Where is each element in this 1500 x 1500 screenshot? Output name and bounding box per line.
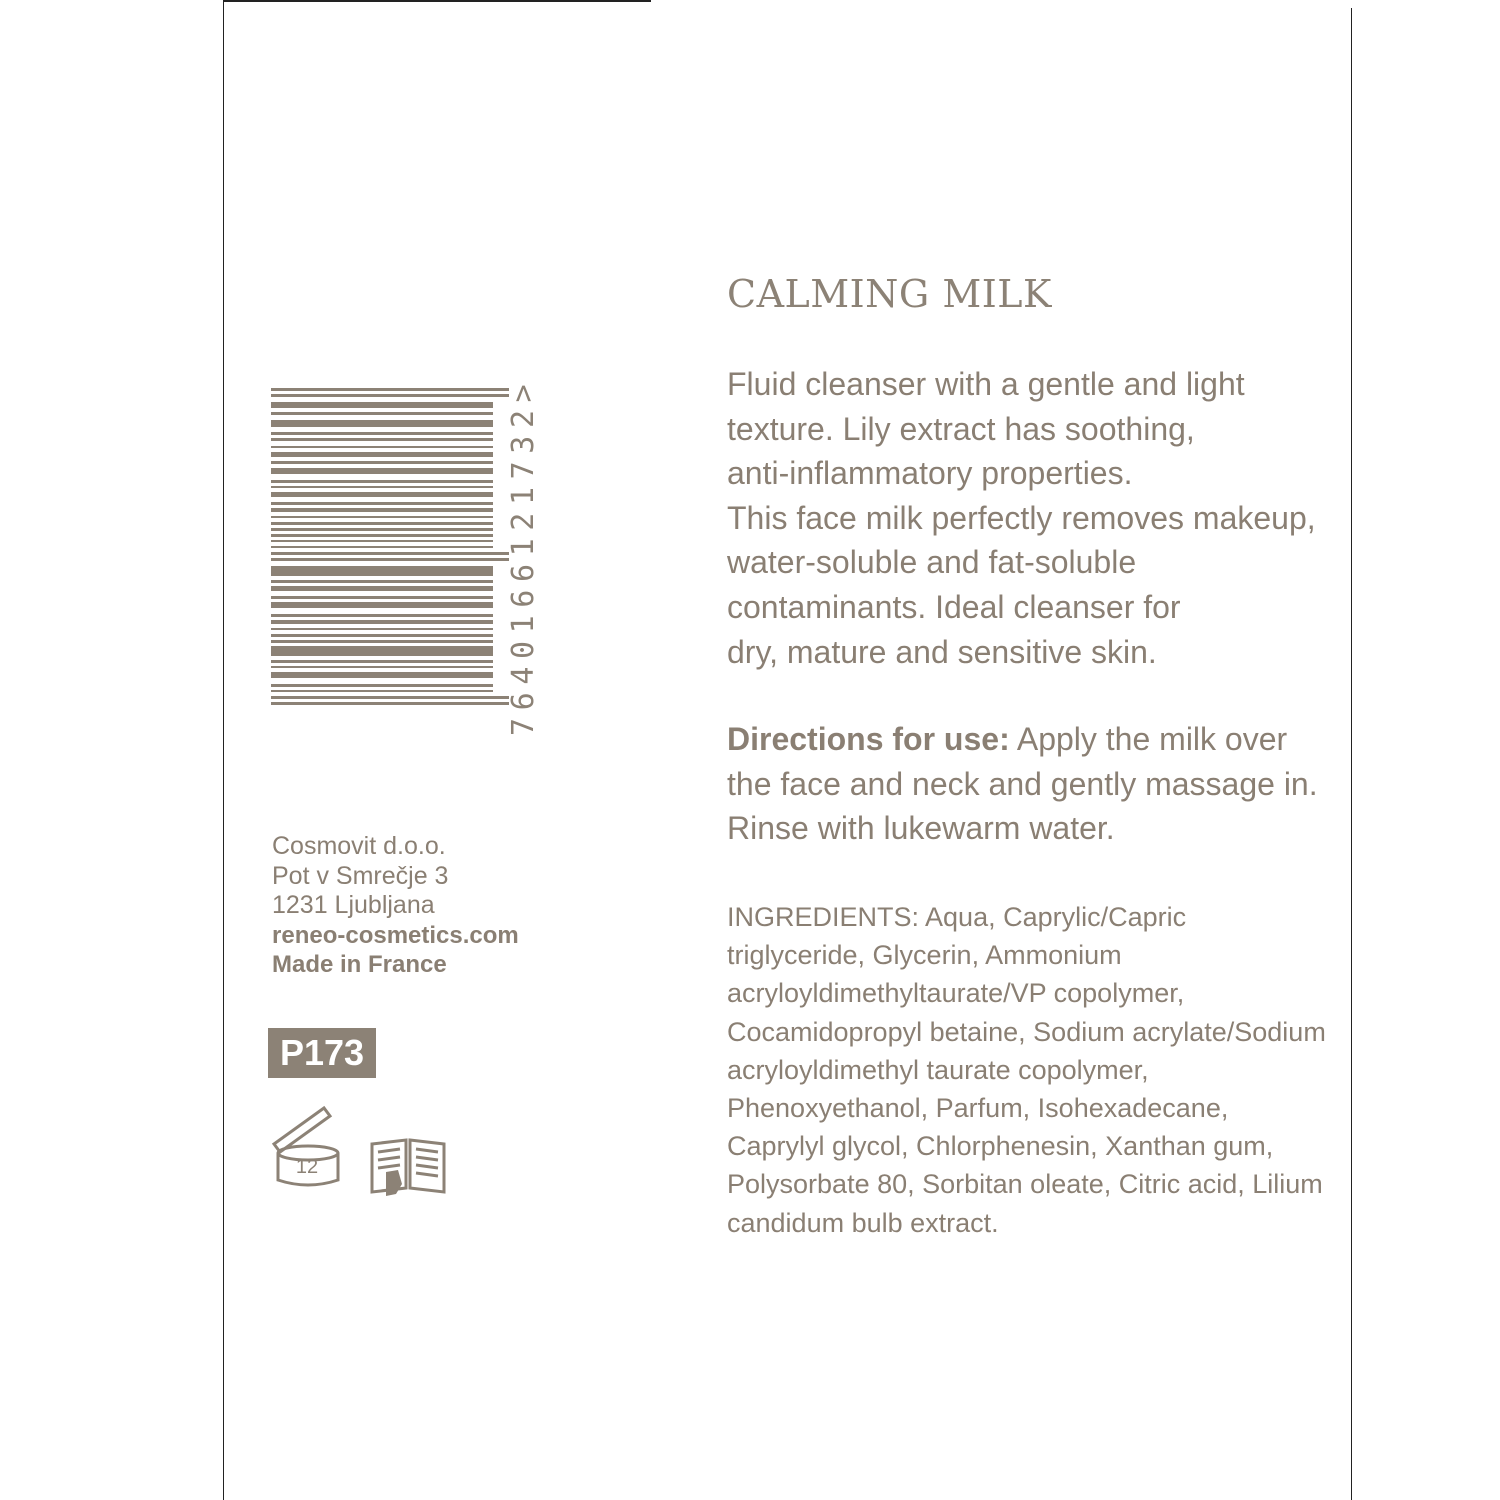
description-line: contaminants. Ideal cleanser for [727, 588, 1181, 625]
ingredients-line: acryloyldimethyltaurate/VP copolymer, [727, 978, 1185, 1009]
barcode-bar [271, 508, 493, 512]
barcode-bar [271, 492, 493, 497]
barcode-bar [271, 628, 493, 630]
barcode-bar [271, 468, 493, 474]
barcode-bar [271, 580, 493, 583]
barcode-bar [271, 614, 493, 617]
barcode [268, 352, 541, 737]
barcode-bar [271, 540, 493, 542]
barcode-number: 7640166121732> [506, 376, 541, 736]
city-line: 1231 Ljubljana [272, 891, 435, 919]
description-line: water-soluble and fat-soluble [727, 544, 1137, 581]
barcode-bar [271, 461, 493, 464]
barcode-bar [271, 666, 493, 668]
barcode-bar [271, 446, 493, 448]
barcode-bar [271, 546, 493, 548]
ingredients-line: triglyceride, Glycerin, Ammonium [727, 940, 1122, 971]
description-line: Fluid cleanser with a gentle and light [727, 366, 1245, 402]
barcode-bar [271, 602, 493, 608]
barcode-bar [271, 672, 493, 678]
barcode-bar [271, 420, 493, 427]
ingredients-line: candidum bulb extract. [727, 1207, 999, 1238]
ingredients-line: Polysorbate 80, Sorbitan oleate, Citric acid, Lilium [727, 1169, 1323, 1200]
barcode-bar [271, 634, 493, 637]
barcode-bar [271, 528, 493, 531]
product-code-badge: P173 [268, 1028, 376, 1078]
directions-line [727, 717, 1327, 762]
ingredients-line: acryloyldimethyl taurate copolymer, [727, 1054, 1149, 1085]
frame-line-top [223, 0, 651, 2]
barcode-bar [271, 502, 493, 505]
barcode-bars [271, 388, 493, 706]
barcode-bar [271, 646, 493, 656]
barcode-bar [271, 534, 493, 537]
manufacturer-address [272, 832, 519, 980]
ingredients-line: INGREDIENTS: Aqua, Caprylic/Capric [727, 902, 1187, 932]
barcode-bar [271, 412, 493, 415]
barcode-digits [506, 352, 541, 736]
description-line: dry, mature and sensitive skin. [727, 633, 1157, 670]
ingredients-line: Phenoxyethanol, Parfum, Isohexadecane, [727, 1093, 1229, 1124]
directions-line: Rinse with lukewarm water. [727, 810, 1115, 847]
directions-text: Apply the milk over [1009, 721, 1288, 757]
directions-label: Directions for use: [727, 721, 1010, 757]
barcode-bar [271, 696, 509, 699]
barcode-bar [271, 486, 493, 488]
ingredients-line: Caprylyl glycol, Chlorphenesin, Xanthan gum, [727, 1131, 1274, 1162]
barcode-bar [271, 586, 493, 591]
product-title: CALMING MILK [727, 272, 1052, 316]
directions-for-use [727, 717, 1327, 851]
origin: Made in France [272, 951, 447, 978]
read-leaflet-icon [368, 1132, 448, 1202]
company-name: Cosmovit d.o.o. [272, 832, 446, 860]
barcode-bar [271, 620, 493, 624]
barcode-bar [271, 516, 493, 518]
description-line: This face milk perfectly removes makeup, [727, 499, 1316, 536]
barcode-bar [271, 552, 509, 555]
barcode-bar [271, 566, 493, 576]
frame-line-right [1351, 8, 1352, 1500]
barcode-bar [271, 690, 493, 692]
barcode-bar [271, 432, 493, 435]
barcode-bar [271, 640, 493, 643]
pao-months: 12 [295, 1156, 319, 1178]
barcode-bar [271, 684, 493, 687]
website: reneo-cosmetics.com [272, 921, 519, 949]
ingredients-line: Cocamidopropyl betaine, Sodium acrylate/Sodium [727, 1016, 1326, 1047]
barcode-bar [271, 522, 493, 525]
barcode-bar [271, 388, 509, 391]
product-description [727, 362, 1327, 674]
description-line: texture. Lily extract has soothing, [727, 410, 1195, 447]
barcode-bar [271, 480, 493, 483]
directions-line: the face and neck and gently massage in. [727, 765, 1318, 802]
barcode-bar [271, 558, 509, 561]
street-address: Pot v Smrečje 3 [272, 861, 449, 890]
description-line: anti-inflammatory properties. [727, 455, 1133, 492]
barcode-bar [271, 660, 493, 663]
barcode-bar [271, 438, 493, 441]
ingredients-list [727, 898, 1337, 1242]
barcode-bar [271, 452, 493, 457]
barcode-bar [271, 702, 509, 705]
barcode-bar [271, 596, 493, 599]
frame-line-left [223, 0, 224, 1500]
barcode-bar [271, 394, 509, 397]
barcode-bar [271, 402, 493, 408]
